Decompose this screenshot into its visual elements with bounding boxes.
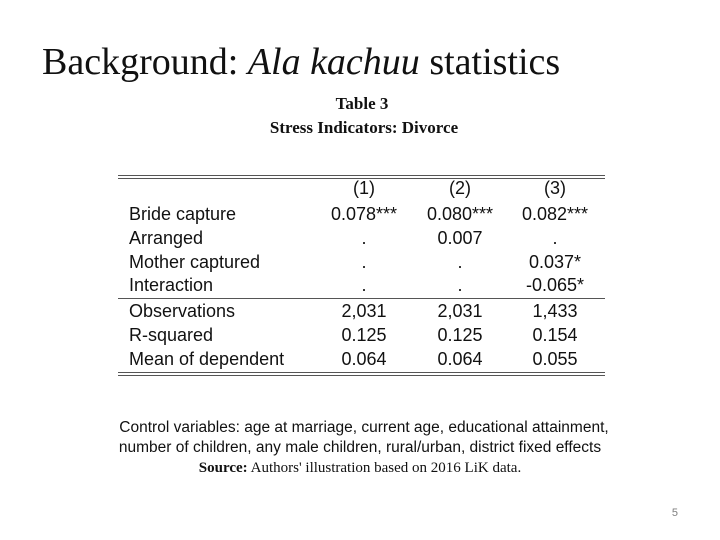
table-header-row: [118, 176, 605, 200]
table-cell: .: [361, 228, 367, 248]
row-label: Arranged: [129, 228, 204, 248]
row-label: Bride capture: [129, 204, 237, 224]
slide-title-prefix: Background:: [42, 41, 248, 83]
table-row: [118, 226, 605, 250]
table-cell: 0.080***: [426, 204, 494, 224]
page-number: 5: [671, 507, 678, 519]
table-row: [118, 202, 605, 226]
source-text: Authors' illustration based on 2016 LiK data.: [247, 460, 522, 476]
table-cell: .: [552, 228, 558, 248]
table-cell: 0.154: [532, 325, 578, 345]
table-cell: 0.078***: [330, 204, 398, 224]
table-cell: 1,433: [532, 301, 578, 321]
table-row: [118, 323, 605, 347]
table-bottom-rule-inner: [118, 375, 605, 376]
table-cell: 0.055: [532, 349, 578, 369]
table-cell: .: [361, 252, 367, 272]
table-row: [118, 273, 605, 297]
table-cell: 0.064: [341, 349, 387, 369]
table-cell: -0.065*: [525, 275, 585, 295]
table-source: [0, 458, 720, 478]
table-cell: 0.125: [341, 325, 387, 345]
slide-title-italic: Ala kachuu: [247, 41, 420, 83]
column-header-2: (2): [449, 178, 471, 198]
table-note-line-1: Control variables: age at marriage, current age, educational attainment,: [119, 419, 609, 436]
slide-title-suffix: statistics: [419, 41, 561, 83]
table-cell: 0.082***: [521, 204, 589, 224]
row-label: Observations: [129, 301, 236, 321]
row-label: Mean of dependent: [129, 349, 285, 369]
source-label: Source:: [198, 460, 248, 476]
table-cell: .: [457, 252, 463, 272]
table-row: [118, 299, 605, 323]
table-cell: 2,031: [341, 301, 387, 321]
table-row: [118, 347, 605, 371]
table-cell: .: [361, 275, 367, 295]
row-label: R-squared: [129, 325, 214, 345]
table-row: [118, 250, 605, 274]
table-cell: 0.064: [437, 349, 483, 369]
table-bottom-rule: [118, 372, 605, 373]
table-cell: 2,031: [437, 301, 483, 321]
column-header-3: (3): [544, 178, 566, 198]
column-header-1: (1): [353, 178, 375, 198]
table-cell: .: [457, 275, 463, 295]
table-note-line-2: number of children, any male children, rural/urban, district fixed effects: [118, 439, 602, 456]
table-cell: 0.007: [437, 228, 483, 248]
table-caption-number: Table 3: [335, 94, 389, 113]
row-label: Mother captured: [129, 252, 261, 272]
slide-title: [42, 38, 560, 86]
table-caption-title: Stress Indicators: Divorce: [269, 118, 459, 137]
table-cell: 0.037*: [528, 252, 582, 272]
row-label: Interaction: [129, 275, 214, 295]
table-cell: 0.125: [437, 325, 483, 345]
